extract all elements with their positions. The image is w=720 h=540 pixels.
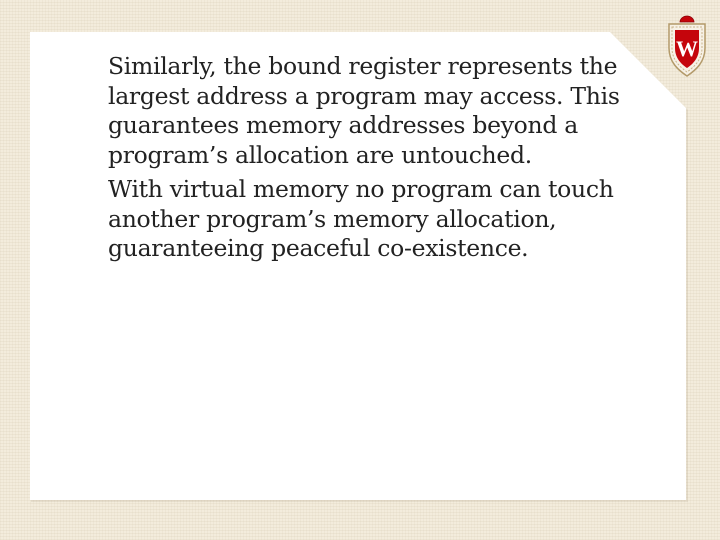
crest-letter: W: [676, 36, 698, 61]
university-crest-icon: [664, 14, 710, 78]
paragraph-bound-register: Similarly, the bound register represents the largest address a program may access. This guarantees memory addresses beyond a program’s allocation are untouched.: [108, 52, 620, 169]
slide-body-text: [108, 52, 628, 269]
paragraph-virtual-memory: With virtual memory no program can touch another program’s memory allocation, guaranteeing peaceful co-existence.: [108, 175, 614, 262]
